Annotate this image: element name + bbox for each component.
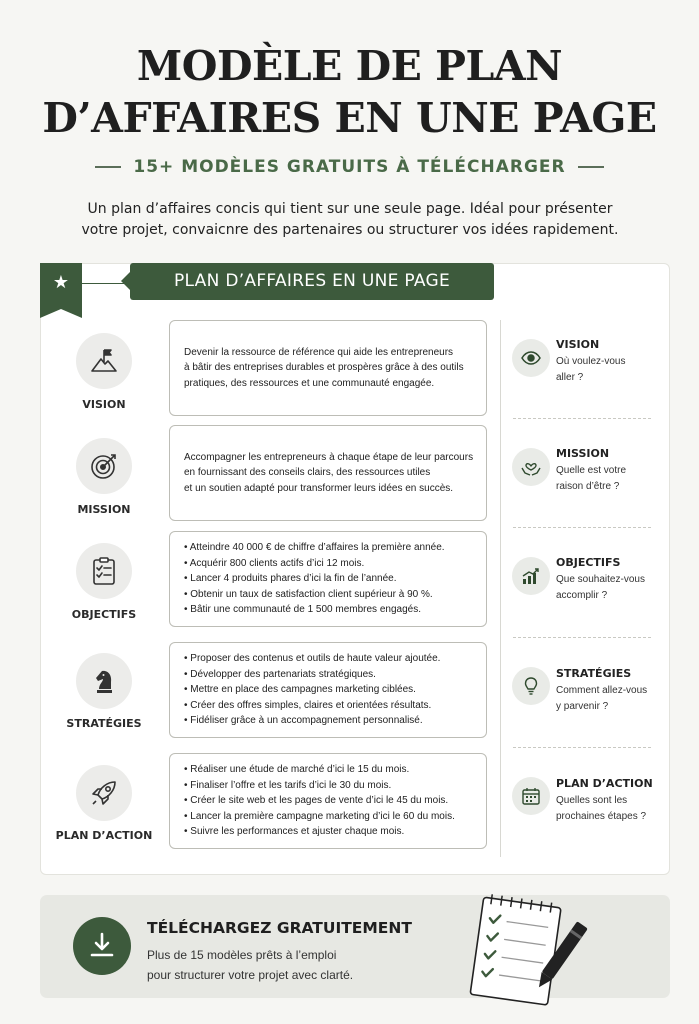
intro-line-1: Un plan d’affaires concis qui tient sur une seule page. Idéal pour présenter [87, 201, 613, 217]
list-item: • Créer le site web et les pages de vente d’ici le 45 du mois. [184, 793, 455, 809]
guide-separator [513, 637, 651, 638]
list-item: • Fidéliser grâce à un accompagnement personnalisé. [184, 713, 440, 729]
column-divider [500, 320, 501, 857]
list-item: • Proposer des contenus et outils de haute valeur ajoutée. [184, 651, 440, 667]
guide-q-line: Quelle est votre [556, 465, 627, 476]
download-icon[interactable] [73, 917, 131, 975]
guide-q-line: accomplir ? [556, 590, 608, 601]
list-item: • Développer des partenariats stratégiques. [184, 667, 440, 683]
guide-q-line: prochaines étapes ? [556, 811, 647, 822]
strategies-list [184, 651, 440, 729]
page-title [0, 40, 699, 144]
vision-line-1: Devenir la ressource de référence qui aide les entrepreneurs [184, 346, 454, 358]
download-line-1: Plus de 15 modèles prêts à l’emploi [147, 948, 337, 962]
vision-box [169, 320, 487, 416]
section-label-objectifs: OBJECTIFS [71, 608, 137, 621]
list-item: • Obtenir un taux de satisfaction client supérieur à 90 %. [184, 587, 445, 603]
calendar-icon [512, 777, 550, 815]
clipboard-checklist-icon [76, 543, 132, 599]
section-label-vision: VISION [82, 398, 126, 411]
plan-action-list [184, 762, 455, 840]
guide-question-mission [556, 463, 656, 495]
list-item: • Finaliser l’offre et les tarifs d’ici le 30 du mois. [184, 778, 455, 794]
download-line-2: pour structurer votre projet avec clarté. [147, 968, 354, 982]
download-description [147, 945, 407, 985]
intro-line-2: votre projet, convaicnre des partenaires ou structurer vos idées rapidement. [81, 222, 619, 238]
section-label-strategies: STRATÉGIES [66, 717, 142, 730]
guide-question-vision [556, 354, 656, 386]
guide-question-strategies [556, 683, 656, 715]
guide-title-plan-action: PLAN D’ACTION [556, 777, 653, 790]
guide-title-vision: VISION [556, 338, 600, 351]
guide-q-line: Quelles sont les [556, 795, 628, 806]
guide-title-strategies: STRATÉGIES [556, 667, 632, 680]
guide-separator [513, 747, 651, 748]
mission-line-2: en fournissant des conseils clairs, des ressources utiles [184, 467, 431, 479]
objectifs-box [169, 531, 487, 627]
list-item: • Atteindre 40 000 € de chiffre d’affaires la première année. [184, 540, 445, 556]
guide-question-objectifs [556, 572, 656, 604]
lightbulb-icon [512, 667, 550, 705]
page-title-line-2: D’AFFAIRES EN UNE PAGE [42, 94, 657, 142]
card-banner: PLAN D’AFFAIRES EN UNE PAGE [130, 263, 494, 300]
guide-q-line: aller ? [556, 372, 584, 383]
page-title-line-1: MODÈLE DE PLAN [136, 42, 563, 90]
guide-title-mission: MISSION [556, 447, 610, 460]
vision-text [184, 345, 464, 392]
chess-knight-icon [76, 653, 132, 709]
list-item: • Acquérir 800 clients actifs d’ici 12 mois. [184, 556, 445, 572]
vision-line-3: pratiques, des ressources et une communauté engagée. [184, 377, 435, 389]
list-item: • Bâtir une communauté de 1 500 membres engagés. [184, 602, 445, 618]
mission-line-1: Accompagner les entrepreneurs à chaque étape de leur parcours [184, 451, 474, 463]
subtitle-dash-right [578, 166, 604, 168]
mission-text [184, 450, 473, 497]
guide-q-line: Où voulez-vous [556, 356, 626, 367]
guide-title-objectifs: OBJECTIFS [556, 556, 621, 569]
bar-chart-icon [512, 557, 550, 595]
guide-q-line: Comment allez-vous [556, 685, 648, 696]
star-icon: ★ [52, 272, 70, 292]
mountain-flag-icon [76, 333, 132, 389]
rocket-icon [76, 765, 132, 821]
subtitle-text: 15+ MODÈLES GRATUITS À TÉLÉCHARGER [133, 157, 566, 177]
bookmark-ribbon [40, 263, 82, 309]
list-item: • Lancer la première campagne marketing d’ici le 60 du mois. [184, 809, 455, 825]
guide-separator [513, 418, 651, 419]
intro-text [40, 199, 660, 241]
section-label-plan-action: PLAN D’ACTION [55, 829, 153, 842]
subtitle-dash-left [95, 166, 121, 168]
mission-box [169, 425, 487, 521]
heart-hands-icon [512, 448, 550, 486]
plan-action-box [169, 753, 487, 849]
list-item: • Créer des offres simples, claires et orientées résultats. [184, 698, 440, 714]
list-item: • Mettre en place des campagnes marketing ciblées. [184, 682, 440, 698]
list-item: • Lancer 4 produits phares d’ici la fin de l’année. [184, 571, 445, 587]
subtitle [0, 157, 699, 177]
section-label-mission: MISSION [77, 503, 131, 516]
guide-q-line: raison d’être ? [556, 481, 620, 492]
guide-q-line: Que souhaitez-vous [556, 574, 645, 585]
notebook-pen-icon [455, 888, 590, 1006]
strategies-box [169, 642, 487, 738]
mission-line-3: et un soutien adapté pour transformer leurs idées en succès. [184, 482, 454, 494]
eye-icon [512, 339, 550, 377]
objectifs-list [184, 540, 445, 618]
list-item: • Réaliser une étude de marché d’ici le 15 du mois. [184, 762, 455, 778]
guide-q-line: y parvenir ? [556, 701, 609, 712]
guide-separator [513, 527, 651, 528]
vision-line-2: à bâtir des entreprises durables et prospères grâce à des outils [184, 362, 464, 374]
target-icon [76, 438, 132, 494]
download-title[interactable]: TÉLÉCHARGEZ GRATUITEMENT [147, 919, 412, 937]
guide-question-plan-action [556, 793, 656, 825]
list-item: • Suivre les performances et ajuster chaque mois. [184, 824, 455, 840]
